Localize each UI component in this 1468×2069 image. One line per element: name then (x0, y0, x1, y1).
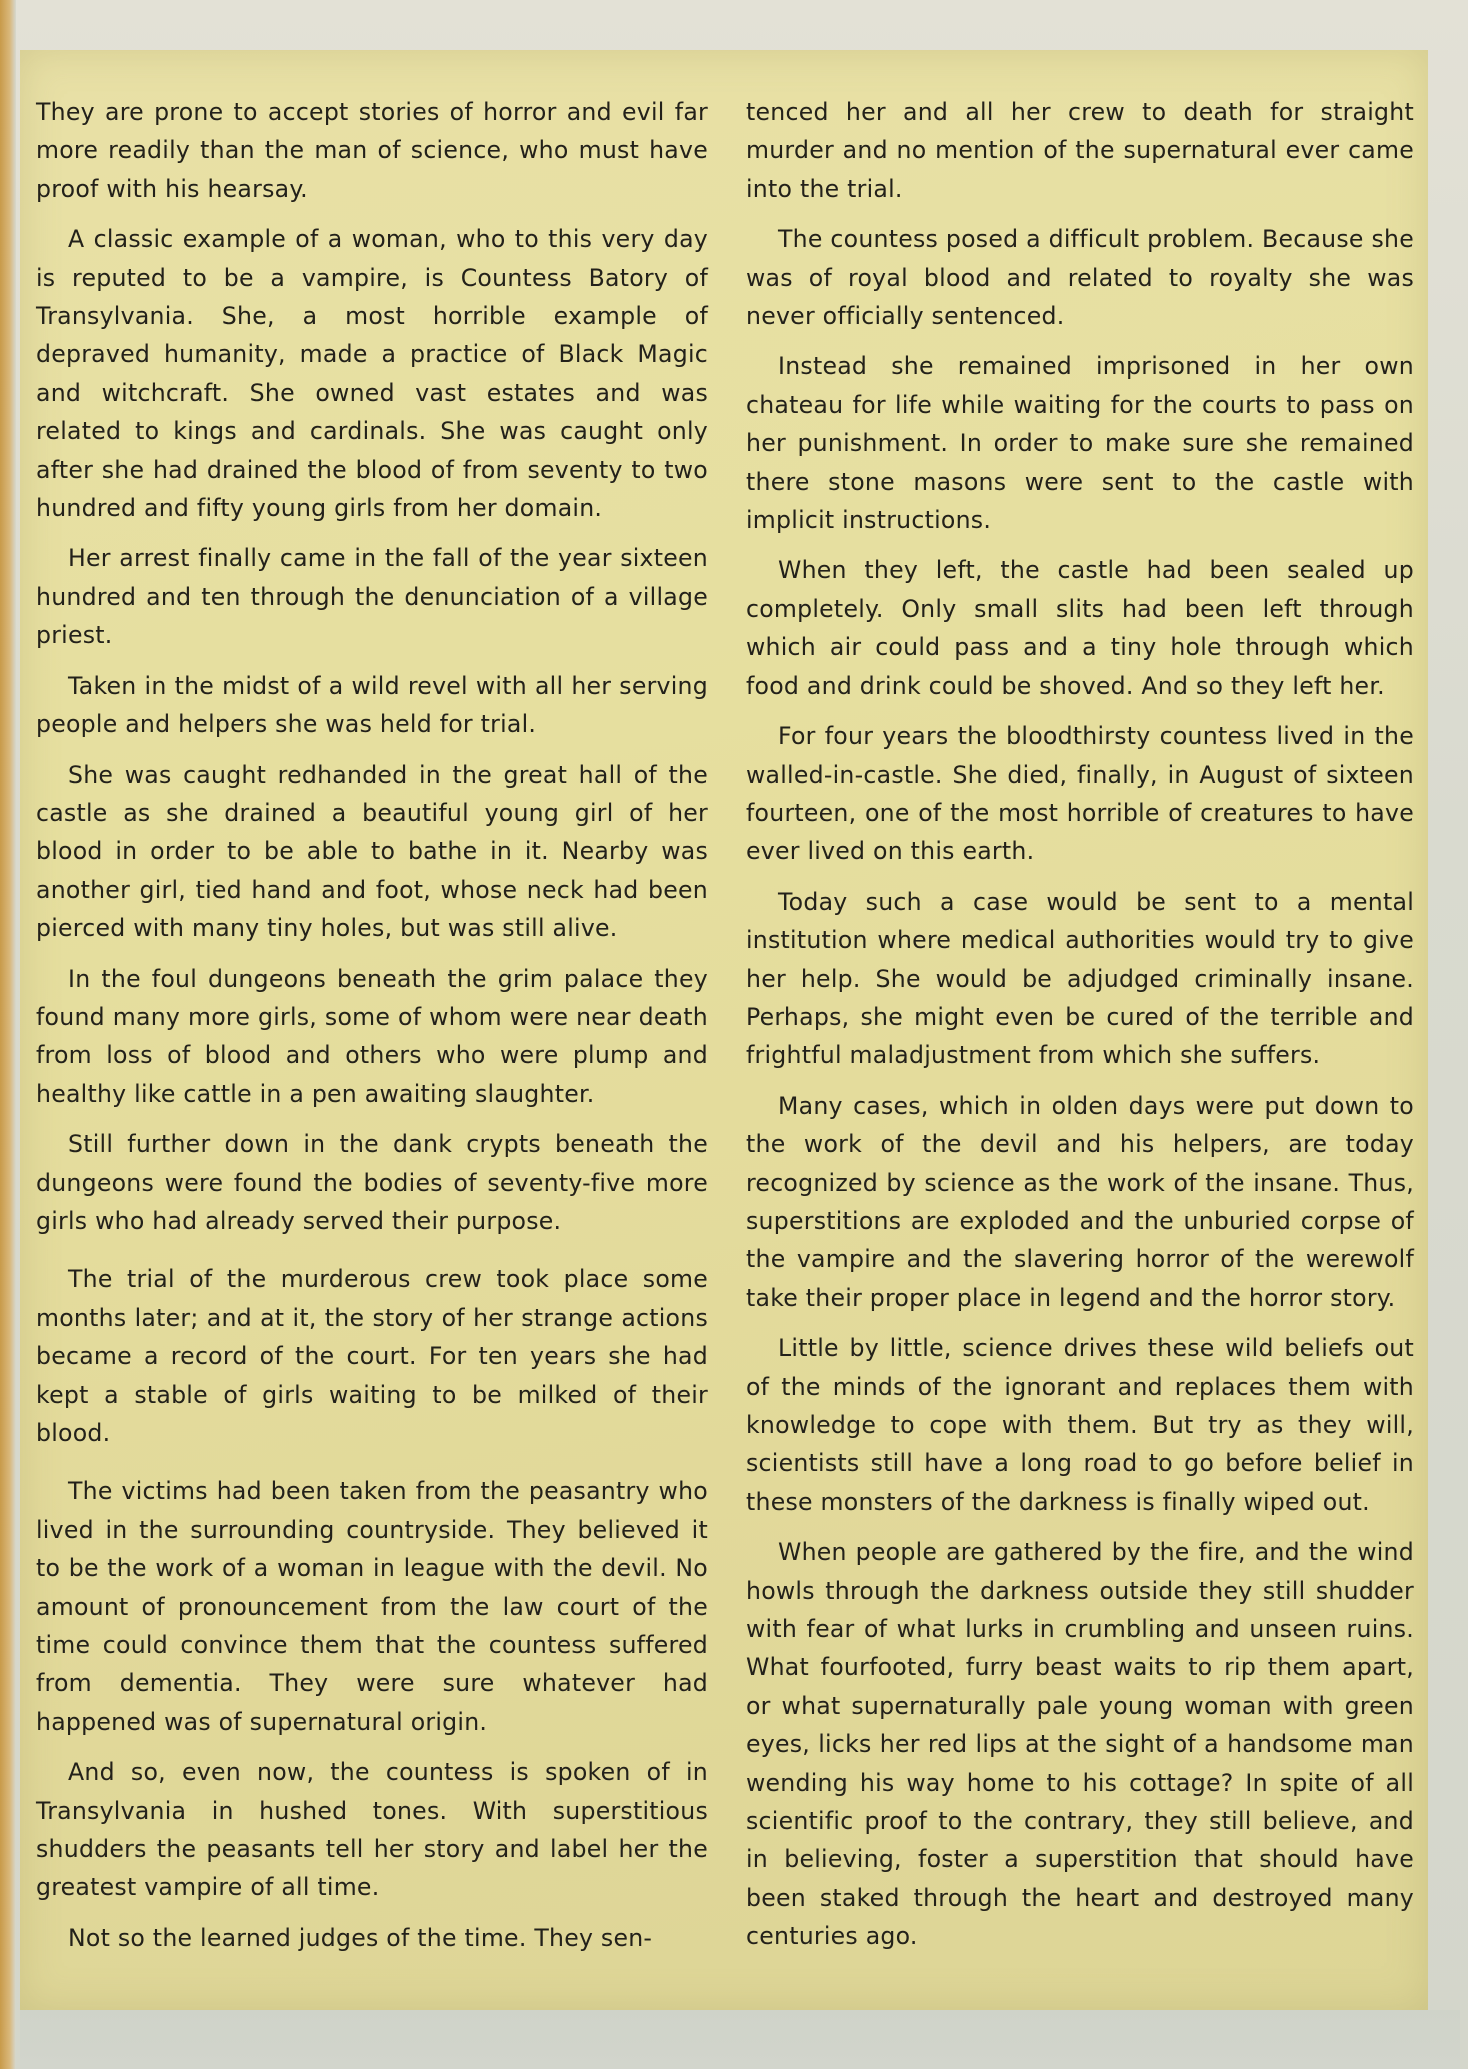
paragraph: And so, even now, the countess is spoken of in Transylvania in hushed tones. With superstitious shudders the peasants tell her story and label her the greatest vampire of all time. (36, 1758, 708, 1902)
paragraph: They are prone to accept stories of horror and evil far more readily than the man of science, who must have proof with his hearsay. (36, 98, 708, 203)
paragraph: Today such a case would be sent to a mental institution where medical authorities would try to give her help. She would be adjudged criminally insane. Perhaps, she might even be cured of the terrible and frightful maladjustment from which she suffers. (746, 887, 1414, 1070)
paragraph: She was caught redhanded in the great hall of the castle as she drained a beautiful young girl of her blood in order to be able to bathe in it. Nearby was another girl, tied hand and foot, whose neck had been pierced with many tiny holes, but was still alive. (36, 760, 708, 943)
paragraph: tenced her and all her crew to death for straight murder and no mention of the supernatural ever came into the trial. (746, 98, 1414, 203)
paragraph: When people are gathered by the fire, and the wind howls through the darkness outside they still shudder with fear of what lurks in crumbling and unseen ruins. What fourfooted, furry beast waits to rip them apart, or what supernaturally pale young woman with green eyes, licks her red lips at the sight of a handsome man wending his way home to his cottage? In spite of all scientific proof to the contrary, they still believe, and in believing, foster a superstition that should have been staked through the heart and destroyed many centuries ago. (746, 1538, 1414, 1951)
paragraph: When they left, the castle had been sealed up completely. Only small slits had been left through which air could pass and a tiny hole through which food and drink could be shoved. And so they left her. (746, 556, 1414, 700)
bottom-margin (20, 2010, 1460, 2069)
paragraph: For four years the bloodthirsty countess lived in the walled-in-castle. She died, finally, in August of sixteen fourteen, one of the most horrible of creatures to have ever lived on this earth. (746, 722, 1414, 866)
paragraph: Many cases, which in olden days were put down to the work of the devil and his helpers, are today recognized by science as the work of the insane. Thus, superstitions are exploded and the unburied corpse of the vampire and the slavering horror of the werewolf take their proper place in legend and the horror story. (746, 1091, 1414, 1312)
paragraph: Little by little, science drives these wild beliefs out of the minds of the ignorant and replaces them with knowledge to cope with them. But try as they will, scientists still have a long road to go before belief in these monsters of the darkness is finally wiped out. (746, 1334, 1414, 1516)
paragraph: Not so the learned judges of the time. They sen- (68, 1923, 653, 1952)
paragraph: Still further down in the dank crypts beneath the dungeons were found the bodies of seventy-five more girls who had already served their purpose. (36, 1130, 708, 1235)
paragraph: The trial of the murderous crew took place some months later; and at it, the story of her strange actions became a record of the court. For ten years she had kept a stable of girls waiting to be milked of their blood. (36, 1265, 708, 1447)
right-column (746, 93, 1414, 1968)
paragraph: The victims had been taken from the peasantry who lived in the surrounding countryside. They believed it to be the work of a woman in league with the devil. No amount of pronouncement from the law court of the time could convince them that the countess suffered from dementia. They were sure whatever had happened was of supernatural origin. (36, 1477, 708, 1736)
paragraph: Instead she remained imprisoned in her own chateau for life while waiting for the courts to pass on her punishment. In order to make sure she remained there stone masons were sent to the castle with implicit instructions. (746, 352, 1414, 535)
binding-edge (0, 0, 16, 2069)
paragraph: Her arrest finally came in the fall of the year sixteen hundred and ten through the denunciation of a village priest. (36, 544, 708, 650)
paragraph: A classic example of a woman, who to this very day is reputed to be a vampire, is Countess Batory of Transylvania. She, a most horrible example of depraved humanity, made a practice of Black Magic and witchcraft. She owned vast estates and was related to kings and cardinals. She was caught only after she had drained the blood of from seventy to two hundred and fifty young girls from her domain. (36, 225, 708, 523)
left-column (36, 93, 708, 1969)
paragraph: The countess posed a difficult problem. Because she was of royal blood and related to royalty she was never officially sentenced. (746, 225, 1414, 331)
paragraph: In the foul dungeons beneath the grim palace they found many more girls, some of whom were near death from loss of blood and others who were plump and healthy like cattle in a pen awaiting slaughter. (36, 964, 708, 1108)
paragraph: Taken in the midst of a wild revel with all her serving people and helpers she was held for trial. (36, 671, 708, 739)
